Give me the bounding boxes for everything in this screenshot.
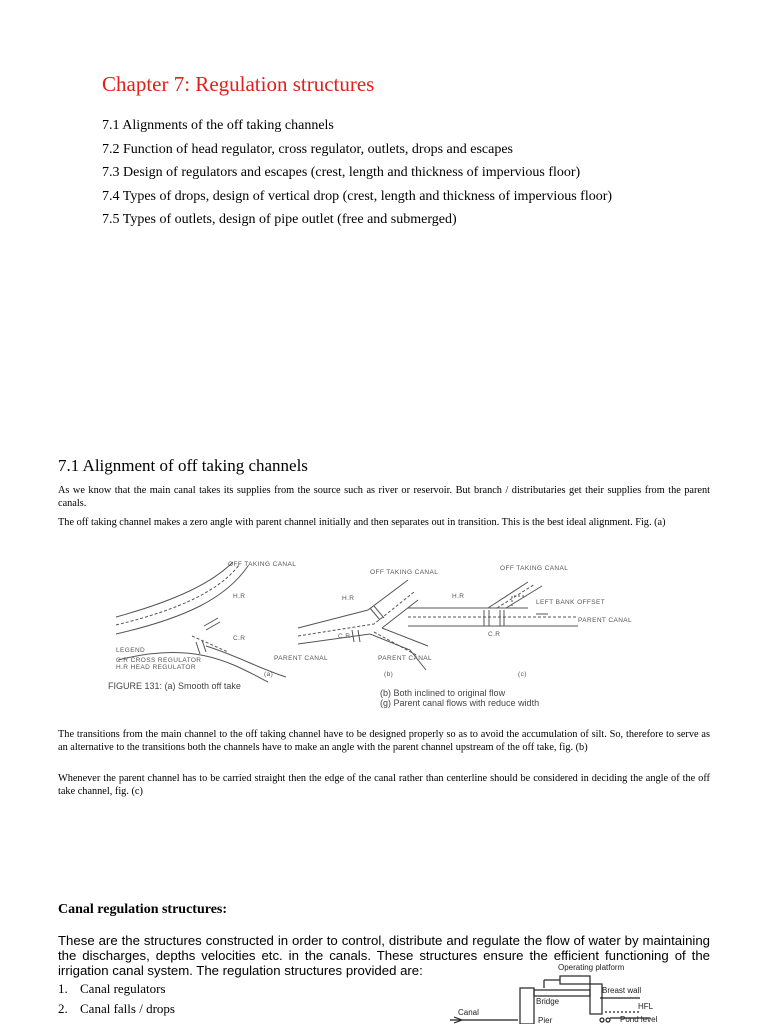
parent-canal-label: PARENT CANAL: [378, 655, 433, 662]
toc-item: 7.3 Design of regulators and escapes (crest, length and thickness of impervious floor): [102, 165, 581, 181]
regulation-intro: These are the structures constructed in order to control, distribute and regulate the flow of water by maintaining the discharges, depths velocities etc. in the canals. These structures ensure the efficient functioning of the irrigation canal system. The regulation structures provided are:: [58, 933, 710, 978]
figure-caption: FIGURE 131: (a) Smooth off take: [108, 681, 241, 691]
legend-hr: H.R HEAD REGULATOR: [116, 664, 196, 671]
toc-item: 7.1 Alignments of the off taking channels: [102, 118, 334, 133]
hr-label: H.R: [452, 593, 465, 600]
legend-cr: C.R CROSS REGULATOR: [116, 657, 202, 664]
parent-canal-label: PARENT CANAL: [578, 617, 633, 624]
left-bank-offset-label: LEFT BANK OFFSET: [536, 599, 606, 606]
paragraph-zero-angle: The off taking channel makes a zero angle with parent channel initially and then separates out in transition. This is the best ideal alignment. Fig. (a): [58, 517, 666, 528]
canal-label: Canal: [458, 1008, 479, 1017]
cr-label: C.R: [233, 635, 246, 642]
offtake-label: OFF TAKING CANAL: [228, 561, 297, 568]
list-item: 2. Canal falls / drops: [58, 1001, 175, 1016]
cr-label: C.R: [338, 633, 351, 640]
section-title: 7.1 Alignment of off taking channels: [58, 456, 308, 475]
toc-item: 7.5 Types of outlets, design of pipe outlet (free and submerged): [102, 212, 457, 228]
hr-label: H.R: [233, 593, 246, 600]
list-item: 1. Canal regulators: [58, 981, 166, 996]
cr-label: C.R: [488, 631, 501, 638]
toc-item: 7.2 Function of head regulator, cross regulator, outlets, drops and escapes: [102, 141, 513, 157]
hfl-label: HFL: [638, 1002, 654, 1011]
legend-title: LEGEND: [116, 647, 146, 654]
offtake-alignment-figure: [108, 552, 648, 710]
regulation-heading: Canal regulation structures:: [58, 902, 228, 917]
hr-label: H.R: [342, 595, 355, 602]
regulator-sketch: [450, 960, 700, 1024]
breast-wall-label: Breast wall: [602, 986, 642, 995]
figure-caption-c: (g) Parent canal flows with reduce width: [380, 698, 540, 708]
figure-label-a: (a): [264, 671, 274, 678]
paragraph-transitions: The transitions from the main channel to the off taking channel have to be designed properly so as to avoid the accumulation of silt. So, therefore to serve as an alternative to the transitions both the channels have to make an angle with the parent channel upstream of the off take, fig. (b): [58, 729, 710, 753]
figure-caption-b: (b) Both inclined to original flow: [380, 688, 506, 698]
pond-level-label: Pond level: [620, 1015, 658, 1024]
pier-label: Pier: [538, 1016, 553, 1024]
toc-item: 7.4 Types of drops, design of vertical drop (crest, length and thickness of impervious floor): [102, 188, 613, 204]
offtake-label: OFF TAKING CANAL: [500, 565, 569, 572]
regulation-list: [58, 979, 175, 1019]
figure-label-c: (c): [518, 671, 527, 678]
operating-platform-label: Operating platform: [558, 963, 625, 972]
bridge-label: Bridge: [536, 997, 560, 1006]
offtake-label: OFF TAKING CANAL: [370, 569, 439, 576]
paragraph-main-canal: As we know that the main canal takes its supplies from the source such as river or reservoir. But branch / distributaries get their supplies from the parent canals.: [58, 485, 710, 509]
figure-label-b: (b): [384, 671, 394, 678]
paragraph-parent-straight: Whenever the parent channel has to be carried straight then the edge of the canal rather than centerline should be considered in deciding the angle of the off take channel, fig. (c): [58, 773, 710, 797]
parent-canal-label: PARENT CANAL: [274, 655, 329, 662]
chapter-title: Chapter 7: Regulation structures: [102, 72, 375, 96]
table-of-contents: [102, 114, 612, 232]
